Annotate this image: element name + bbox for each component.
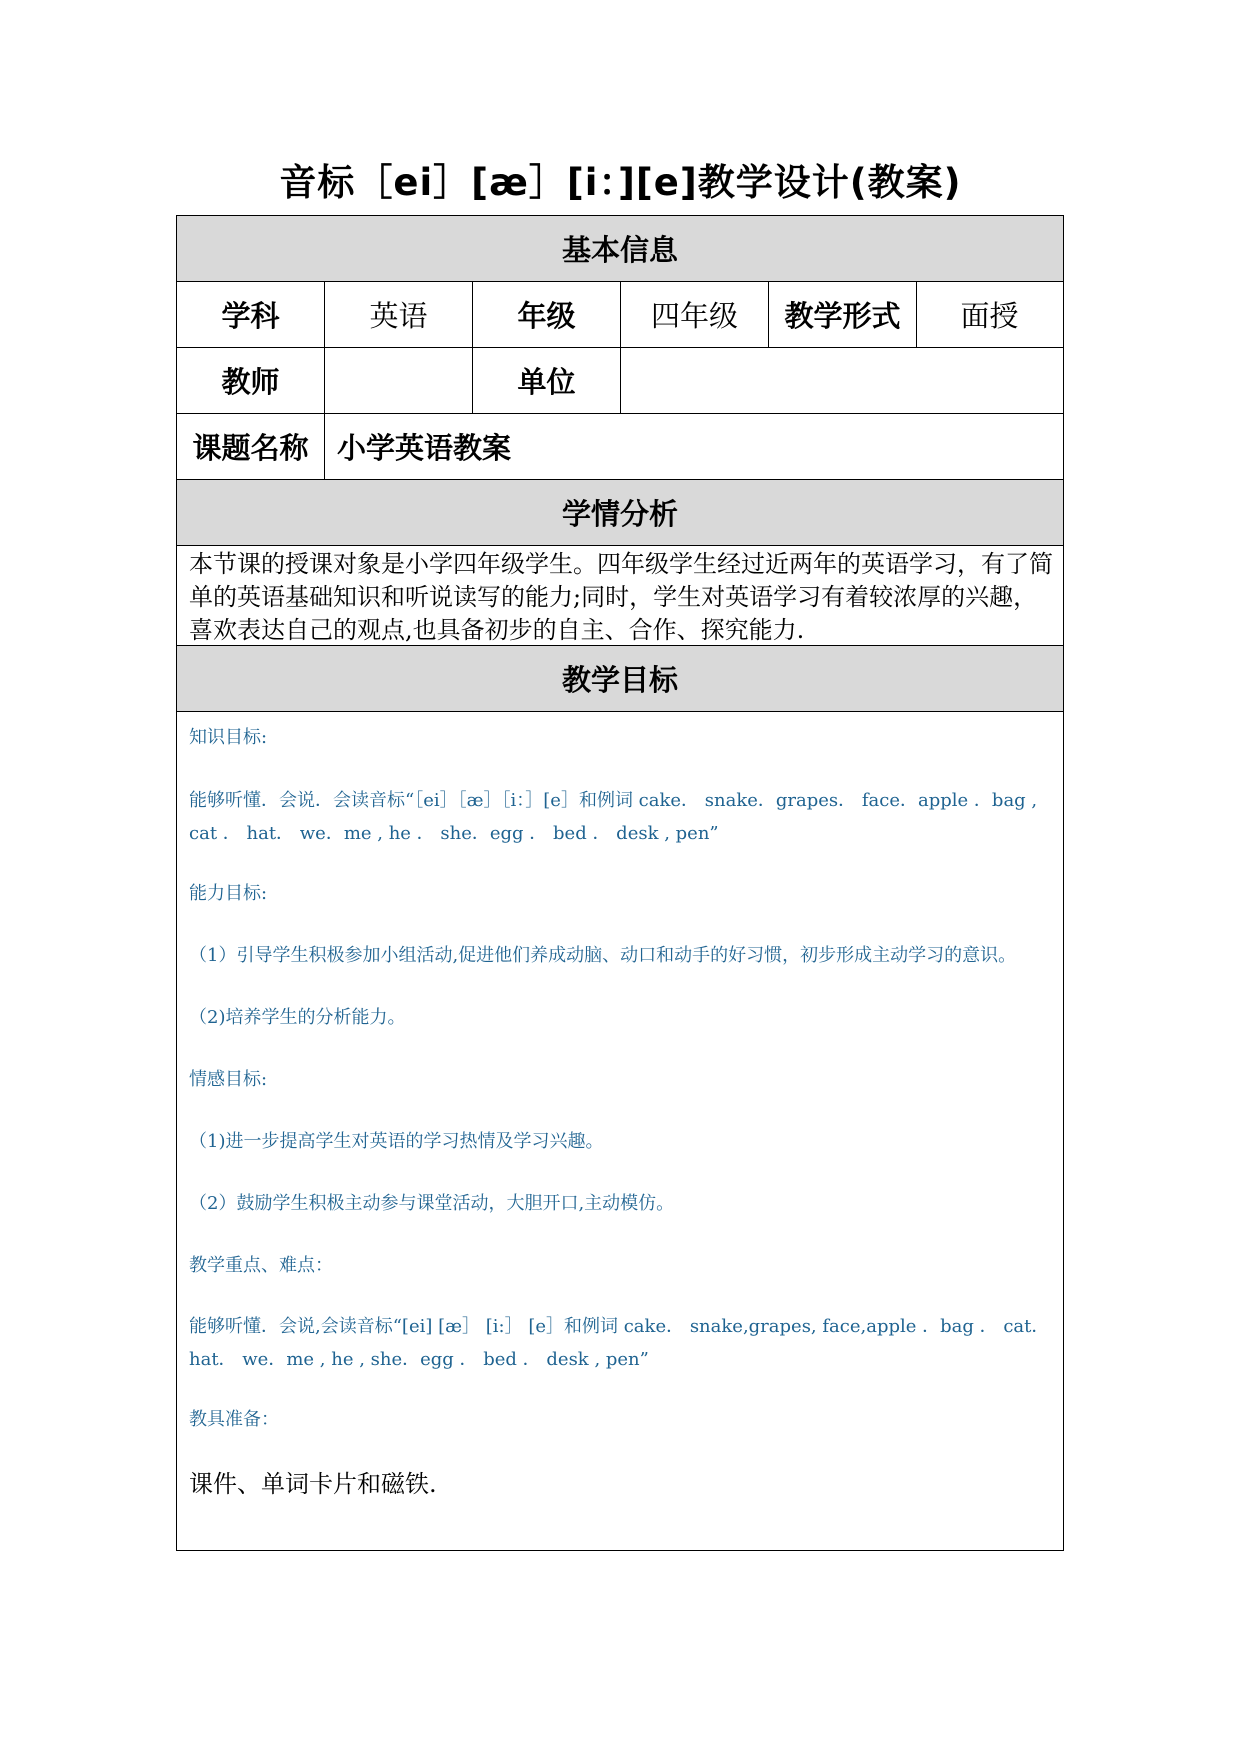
topic-label: 课题名称 (177, 414, 325, 479)
teaching-aids-label: 教具准备： (189, 1409, 279, 1430)
info-row-topic (177, 414, 1063, 480)
ability-goal-2: （2)培养学生的分析能力。 (189, 1007, 406, 1028)
teacher-value (325, 348, 473, 413)
info-row-teacher (177, 348, 1063, 414)
teaching-aids-text: 课件、单词卡片和磁铁. (189, 1470, 437, 1498)
unit-value (621, 348, 1062, 413)
knowledge-goal-label: 知识目标: (189, 727, 268, 748)
subject-value: 英语 (325, 282, 473, 347)
emotion-goal-2: （2）鼓励学生积极主动参与课堂活动，大胆开口,主动模仿。 (189, 1193, 675, 1214)
subject-label: 学科 (177, 282, 325, 347)
teaching-form-value: 面授 (960, 299, 1019, 333)
emotion-goal-label: 情感目标: (189, 1069, 268, 1090)
emotion-goal-1: （1)进一步提高学生对英语的学习热情及学习兴趣。 (189, 1131, 604, 1152)
key-points-text: 能够听懂．会说,会读音标“[ei] [æ］ [i:］ [e］和例词 cake． snake,grapes, face,apple ．bag ． cat． hat． we．me , he , she．egg ． bed ． desk , pen” (189, 1316, 1050, 1370)
key-points-label: 教学重点、难点： (189, 1255, 333, 1276)
goals-header: 教学目标 (177, 646, 1063, 712)
analysis-header: 学情分析 (177, 480, 1063, 546)
grade-value: 四年级 (621, 282, 769, 347)
basic-info-header: 基本信息 (177, 216, 1063, 282)
ability-goal-label: 能力目标: (189, 883, 268, 904)
teacher-label: 教师 (177, 348, 325, 413)
lesson-plan-table (176, 215, 1064, 1551)
info-row-subject (177, 282, 1063, 348)
topic-value: 小学英语教案 (337, 431, 512, 465)
analysis-text: 本节课的授课对象是小学四年级学生。四年级学生经过近两年的英语学习，有了简单的英语基础知识和听说读写的能力;同时，学生对英语学习有着较浓厚的兴趣，喜欢表达自己的观点,也具备初步的自主、合作、探究能力. (189, 550, 1053, 644)
knowledge-goal-text: 能够听懂．会说．会读音标“［ei］［æ］［i：］[e］和例词 cake． snake．grapes． face．apple ．bag , cat ． hat． we．me , he ． she．egg ． bed ． desk , pen” (189, 790, 1038, 844)
ability-goal-1: （1）引导学生积极参加小组活动,促进他们养成动脑、动口和动手的好习惯，初步形成主动学习的意识。 (189, 945, 1017, 966)
unit-label: 单位 (473, 348, 621, 413)
grade-label: 年级 (473, 282, 621, 347)
analysis-body (177, 546, 1063, 646)
teaching-form-label: 教学形式 (769, 282, 917, 347)
page-title: 音标［ei］[æ］[i：][e]教学设计(教案) (279, 161, 962, 204)
